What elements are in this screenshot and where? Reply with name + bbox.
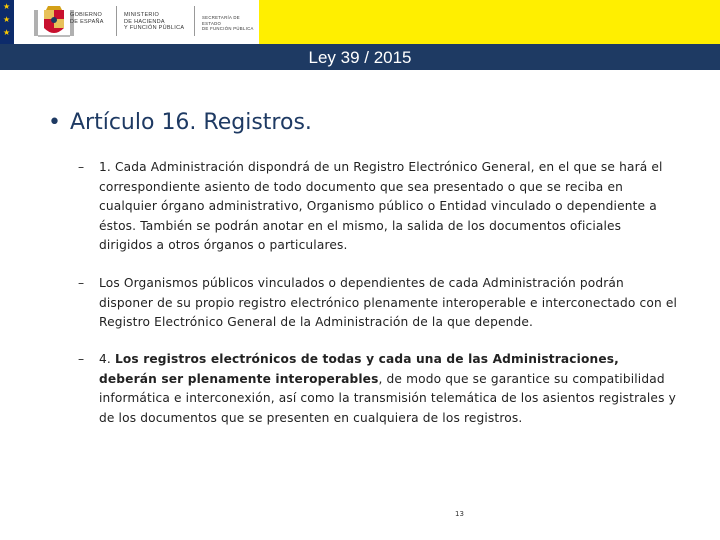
dash-icon: – xyxy=(78,160,85,174)
title-bar xyxy=(0,44,720,70)
dash-icon: – xyxy=(78,352,85,366)
logo-text-government: GOBIERNO DE ESPAÑA xyxy=(70,12,104,25)
list-item-text: Los Organismos públicos vinculados o dependientes de cada Administración podrán disponer de su propio registro electrónico plenamente interoperable e interconectado con el Registro Electrónico General de la Administración de la que depende. xyxy=(99,276,678,329)
header-yellow-band xyxy=(259,0,720,44)
eu-flag-strip xyxy=(0,0,14,44)
logo-text-ministry: MINISTERIO DE HACIENDA Y FUNCIÓN PÚBLICA xyxy=(124,12,185,31)
page-number: 13 xyxy=(455,510,464,518)
dash-icon: – xyxy=(78,276,85,290)
bullet-icon: • xyxy=(48,110,61,135)
logo-text-secretariat: SECRETARÍA DE ESTADO DE FUNCIÓN PÚBLICA xyxy=(202,15,254,31)
star-icon: ★ xyxy=(3,28,11,37)
list-item-text: 4. Los registros electrónicos de todas y cada una de las Administraciones, deberán ser plenamente interoperables, de modo que se garantice su compatibilidad informática e interconexión, así como la transmisión telemática de los asientos registrales y de los documentos que se presenten en cualquiera de los registros. xyxy=(99,352,676,425)
header xyxy=(0,0,720,44)
list-item xyxy=(78,158,678,256)
emphasis-text: Los registros electrónicos de todas y cada una de las Administraciones, deberán ser plenamente interoperables xyxy=(99,352,619,386)
list-item xyxy=(78,350,678,428)
list-item-text: 1. Cada Administración dispondrá de un Registro Electrónico General, en el que se hará el correspondiente asiento de todo documento que sea presentado o que se reciba en cualquier órgano administrativo, Organismo público o Entidad vinculado o dependiente a éstos. También se podrán anotar en el mismo, la salida de los documentos oficiales dirigidos a otros órganos o particulares. xyxy=(99,160,663,252)
divider xyxy=(116,6,117,36)
star-icon: ★ xyxy=(3,15,11,24)
list-item xyxy=(78,274,678,333)
star-icon: ★ xyxy=(3,2,11,11)
divider xyxy=(194,6,195,36)
section-heading-text: Artículo 16. Registros. xyxy=(70,110,312,135)
slide-title: Ley 39 / 2015 xyxy=(308,48,412,67)
section-heading xyxy=(48,110,312,135)
government-logo xyxy=(14,0,259,44)
